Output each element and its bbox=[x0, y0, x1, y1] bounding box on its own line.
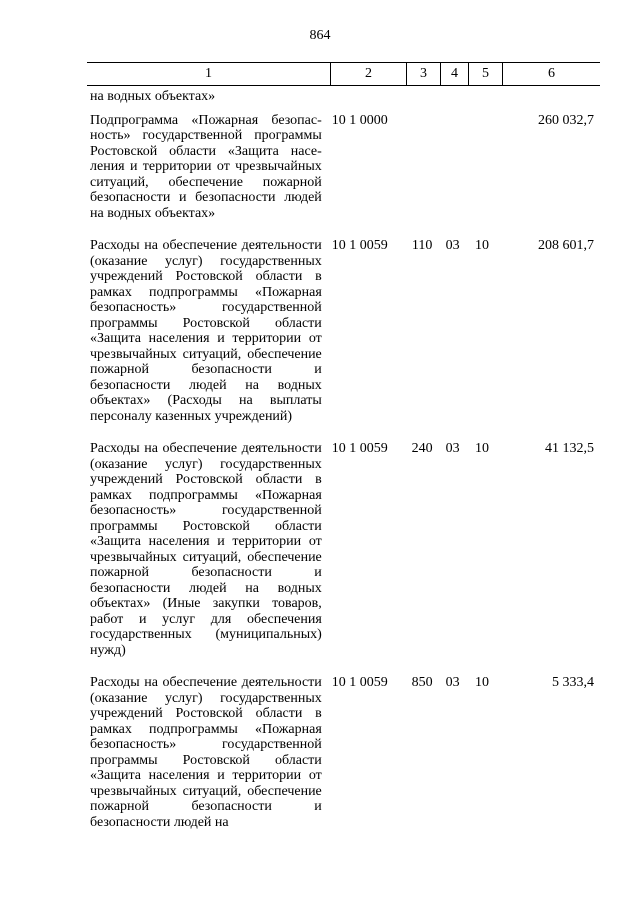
row-code: 10 1 0000 bbox=[331, 112, 388, 128]
table-row bbox=[90, 113, 600, 222]
row-section bbox=[440, 113, 466, 222]
header-col-4: 4 bbox=[441, 63, 469, 85]
page-number: 864 bbox=[309, 28, 331, 43]
table-header bbox=[87, 62, 600, 86]
row-sum: 260 032,7 bbox=[538, 112, 594, 128]
table-row bbox=[90, 238, 600, 424]
row-code bbox=[322, 89, 405, 105]
row-expense-type: 850 bbox=[411, 675, 433, 690]
row-description: на водных объектах» bbox=[90, 89, 216, 104]
row-code: 10 1 0059 bbox=[331, 675, 388, 690]
row-description: Расходы на обеспечение деятельности (оказание услуг) государственных учреждений Ростовской области в рамках подпрограммы «Пожарная безопасность» государственной программы Ростовской области «Защита населения и территории от чрезвычайных ситуаций, обеспечение пожарной безопасности и безопасности людей на водных объектах» (Иные закупки товаров, работ и услуг для обеспечения государственных (муниципальных) нужд) bbox=[90, 441, 322, 658]
row-subsection bbox=[465, 89, 498, 105]
row-section bbox=[440, 89, 466, 105]
table-body bbox=[90, 89, 600, 830]
row-description: Расходы на обеспечение деятельности (оказание услуг) государственных учреждений Ростовской области в рамках подпрограммы «Пожарная безопасность» государственной программы Ростовской области «Защита населения и территории от чрезвычайных ситуаций, обеспечение пожарной безопасности и безопасности людей на bbox=[90, 675, 322, 830]
header-col-5: 5 bbox=[469, 63, 503, 85]
row-subsection: 10 bbox=[475, 238, 490, 253]
row-code: 10 1 0059 bbox=[331, 238, 388, 253]
table-row bbox=[90, 441, 600, 658]
row-sum: 41 132,5 bbox=[545, 441, 594, 456]
row-subsection bbox=[465, 113, 498, 222]
row-sum: 5 333,4 bbox=[552, 675, 594, 690]
row-expense-type bbox=[404, 89, 439, 105]
header-col-1: 1 bbox=[87, 63, 331, 85]
row-sum bbox=[499, 89, 600, 105]
row-description: Расходы на обеспечение деятельности (оказание услуг) государственных учреждений Ростовской области в рамках подпрограммы «Пожарная безопасность» государственной программы Ростовской области «Защита населения и территории от чрезвычайных ситуаций, обеспечение пожарной безопасности и безопасности людей на водных объектах» (Расходы на выплаты персоналу казенных учреждений) bbox=[90, 238, 322, 424]
header-col-2: 2 bbox=[331, 63, 407, 85]
row-section: 03 bbox=[445, 441, 460, 456]
header-col-6: 6 bbox=[548, 66, 555, 81]
row-subsection: 10 bbox=[475, 675, 490, 690]
row-section: 03 bbox=[445, 238, 460, 253]
row-code: 10 1 0059 bbox=[331, 441, 388, 456]
row-section: 03 bbox=[445, 675, 460, 690]
header-col-3: 3 bbox=[407, 63, 441, 85]
row-expense-type: 110 bbox=[411, 238, 433, 253]
table-row bbox=[90, 89, 600, 105]
row-subsection: 10 bbox=[475, 441, 490, 456]
row-expense-type bbox=[404, 113, 439, 222]
table-row bbox=[90, 675, 600, 830]
row-expense-type: 240 bbox=[411, 441, 433, 456]
row-sum: 208 601,7 bbox=[538, 238, 594, 253]
row-description: Подпрограмма «Пожарная безопасность» государственной программы Ростовской области «Защита населения и территории от чрезвычайных ситуаций, обеспечение пожарной безопасности и безопасности людей на водных объектах» bbox=[90, 112, 322, 221]
